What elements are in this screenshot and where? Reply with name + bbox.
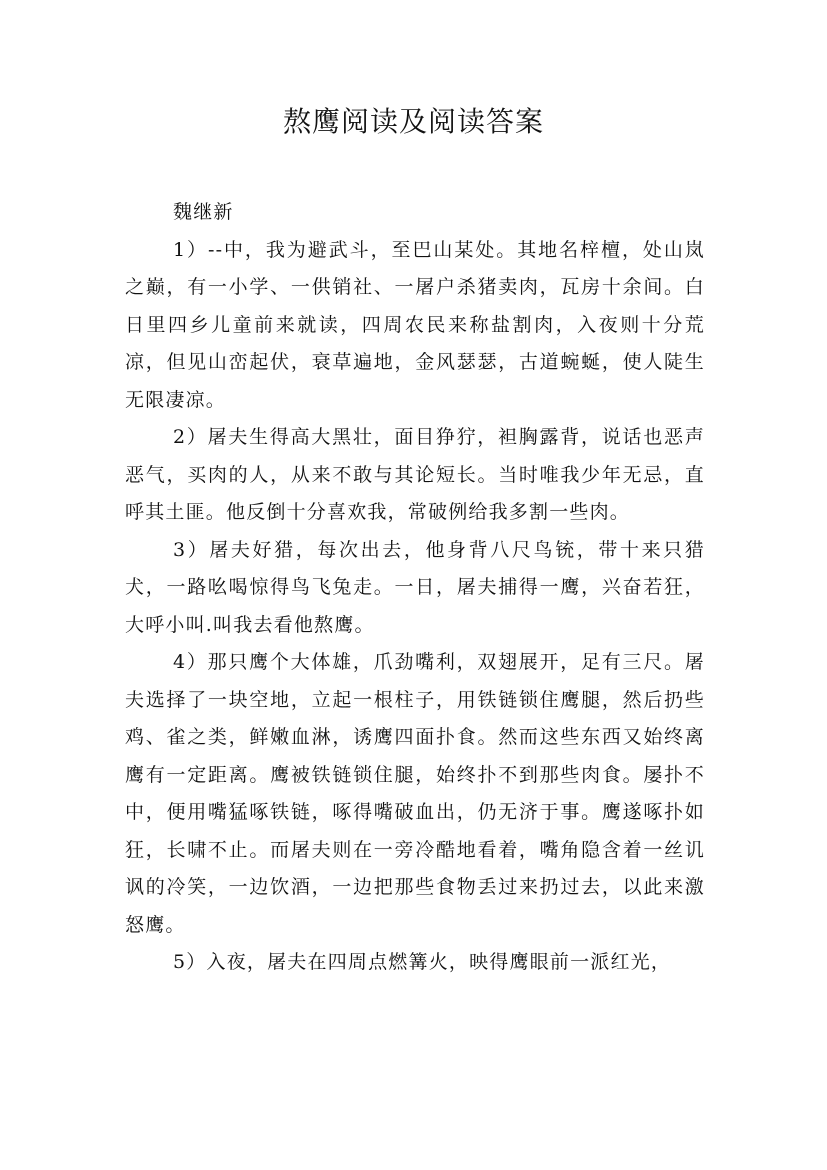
document-body	[125, 194, 705, 982]
author-name: 魏继新	[173, 201, 234, 223]
paragraph-2: 2）屠夫生得高大黑壮，面目狰狞，袒胸露背，说话也恶声恶气，买肉的人，从来不敢与其论短长。当时唯我少年无忌，直呼其土匪。他反倒十分喜欢我，常破例给我多割一些肉。	[125, 426, 705, 523]
paragraph-1: 1）--中，我为避武斗，至巴山某处。其地名梓檀，处山岚之巅，有一小学、一供销社、一屠户杀猪卖肉，瓦房十余间。白日里四乡儿童前来就读，四周农民来称盐割肉，入夜则十分荒凉，但见山峦起伏，衰草遍地，金风瑟瑟，古道蜿蜒，使人陡生无限凄凉。	[125, 238, 705, 411]
paragraph-3: 3）屠夫好猎，每次出去，他身背八尺鸟铳，带十来只猎犬，一路吆喝惊得鸟飞兔走。一日，屠夫捕得一鹰，兴奋若狂，大呼小叫.叫我去看他熬鹰。	[125, 538, 705, 636]
paragraph-5: 5）入夜，屠夫在四周点燃篝火，映得鹰眼前一派红光，	[173, 951, 672, 973]
paragraph-4: 4）那只鹰个大体雄，爪劲嘴利，双翅展开，足有三尺。屠夫选择了一块空地，立起一根柱子，用铁链锁住鹰腿，然后扔些鸡、雀之类，鲜嫩血淋，诱鹰四面扑食。然而这些东西又始终离鹰有一定距离。鹰被铁链锁住腿，始终扑不到那些肉食。屡扑不中，便用嘴猛啄铁链，啄得嘴破血出，仍无济于事。鹰遂啄扑如狂，长啸不止。而屠夫则在一旁冷酷地看着，嘴角隐含着一丝讥讽的冷笑，一边饮酒，一边把那些食物丢过来扔过去，以此来激怒鹰。	[125, 651, 705, 936]
document-title: 熬鹰阅读及阅读答案	[282, 105, 544, 138]
